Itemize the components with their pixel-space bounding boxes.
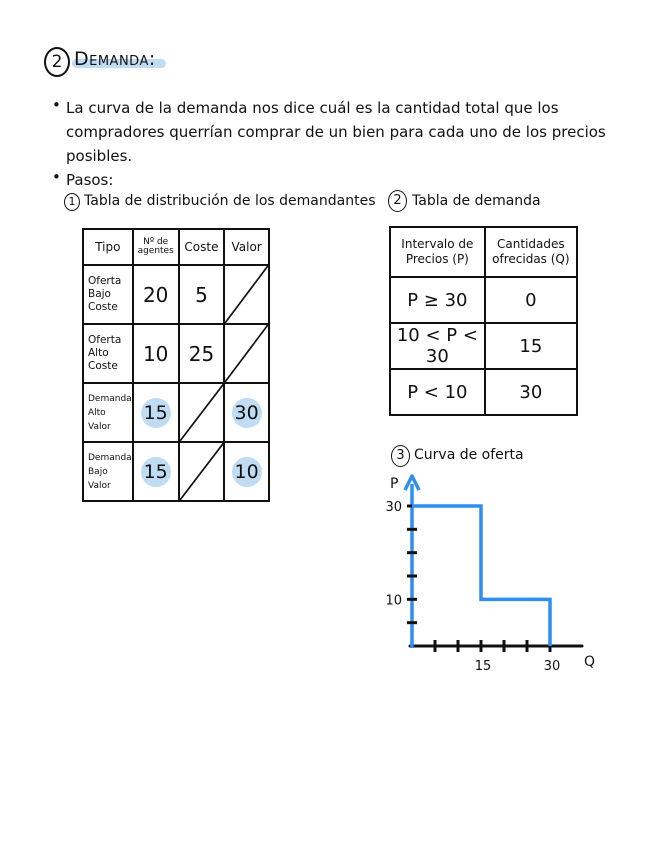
agentes-cell: 20 <box>133 265 179 324</box>
agentes-cell: 10 <box>133 324 179 383</box>
diagonal-slash <box>225 266 268 323</box>
step3-title: Curva de oferta <box>414 447 524 463</box>
header-line: Precios (P) <box>405 252 469 266</box>
tipo-line: Oferta <box>88 334 122 346</box>
bullet-dot: • <box>52 96 61 114</box>
table-row <box>83 442 269 501</box>
tipo-line: Bajo <box>88 466 108 477</box>
header-line: Cantidades <box>497 237 565 251</box>
header-tipo: Tipo <box>83 229 133 265</box>
tipo-line: Demanda <box>88 452 132 463</box>
y-tick-label: 10 <box>385 593 402 609</box>
table-row <box>83 383 269 442</box>
x-axis-label: Q <box>584 654 596 670</box>
quantity-cell: 0 <box>485 277 577 323</box>
bullet-demand-definition: La curva de la demanda nos dice cuál es la cantidad total que los compradores querrían comprar de un bien para cada uno de los precios posibles. <box>66 99 606 165</box>
coste-cell: 25 <box>179 324 225 383</box>
step2-number: 2 <box>388 190 407 212</box>
tipo-line: Valor <box>88 480 111 491</box>
valor-cell-empty <box>224 324 269 383</box>
section-title-text: Demanda: <box>74 48 156 70</box>
valor-cell <box>224 442 269 501</box>
highlighted-value: 10 <box>232 457 262 487</box>
header-line: Intervalo de <box>401 237 474 251</box>
quantity-cell: 15 <box>485 323 577 369</box>
agentes-cell <box>133 442 179 501</box>
quantity-cell: 30 <box>485 369 577 415</box>
x-tick-label: 15 <box>474 659 492 674</box>
tipo-line: Alto <box>88 407 106 418</box>
highlighted-value: 15 <box>141 398 171 428</box>
coste-cell-empty <box>179 442 225 501</box>
tipo-line: Demanda <box>88 393 132 404</box>
y-axis-label: P <box>390 476 399 492</box>
x-tick-label: 30 <box>543 659 561 674</box>
interval-cell: P < 10 <box>390 369 485 415</box>
tipo-cell <box>83 324 133 383</box>
highlighted-value: 15 <box>141 457 171 487</box>
table-row <box>83 324 269 383</box>
demand-table <box>389 226 578 416</box>
diagonal-slash <box>180 384 224 441</box>
step1-title: Tabla de distribución de los demandantes <box>84 193 376 209</box>
tipo-line: Oferta <box>88 275 122 287</box>
header-quantity <box>485 227 577 277</box>
header-interval <box>390 227 485 277</box>
y-tick-label: 30 <box>385 500 402 515</box>
tipo-line: Alto <box>88 347 109 359</box>
interval-cell: 10 < P < 30 <box>390 323 485 369</box>
bullet-dot: • <box>52 168 61 186</box>
valor-cell <box>224 383 269 442</box>
step3-number: 3 <box>391 445 410 467</box>
distribution-table <box>82 228 270 502</box>
coste-cell-empty <box>179 383 225 442</box>
table-row <box>390 369 577 415</box>
tipo-cell <box>83 383 133 442</box>
header-coste: Coste <box>179 229 225 265</box>
header-line: ofrecidas (Q) <box>492 252 570 266</box>
tipo-line: Bajo <box>88 288 111 300</box>
header-valor: Valor <box>224 229 269 265</box>
table-header-row <box>83 229 269 265</box>
interval-cell: P ≥ 30 <box>390 277 485 323</box>
tipo-line: Valor <box>88 421 111 432</box>
tipo-line: Coste <box>88 360 118 372</box>
diagonal-slash <box>180 443 224 500</box>
header-agentes: Nº de agentes <box>133 229 179 265</box>
highlighted-value: 30 <box>232 398 262 428</box>
coste-cell: 5 <box>179 265 225 324</box>
agentes-cell <box>133 383 179 442</box>
tipo-line: Coste <box>88 301 118 313</box>
bullet-steps: Pasos: <box>66 171 114 189</box>
table-row <box>390 277 577 323</box>
valor-cell-empty <box>224 265 269 324</box>
step2-title: Tabla de demanda <box>412 193 541 209</box>
diagonal-slash <box>225 325 268 382</box>
tipo-cell <box>83 265 133 324</box>
supply-curve-line <box>412 506 550 646</box>
table-row <box>83 265 269 324</box>
table-row <box>390 323 577 369</box>
table-header-row <box>390 227 577 277</box>
section-number: 2 <box>44 47 70 77</box>
section-title <box>72 48 162 70</box>
step1-number: 1 <box>64 193 80 211</box>
tipo-cell <box>83 442 133 501</box>
supply-curve-chart <box>370 470 610 680</box>
